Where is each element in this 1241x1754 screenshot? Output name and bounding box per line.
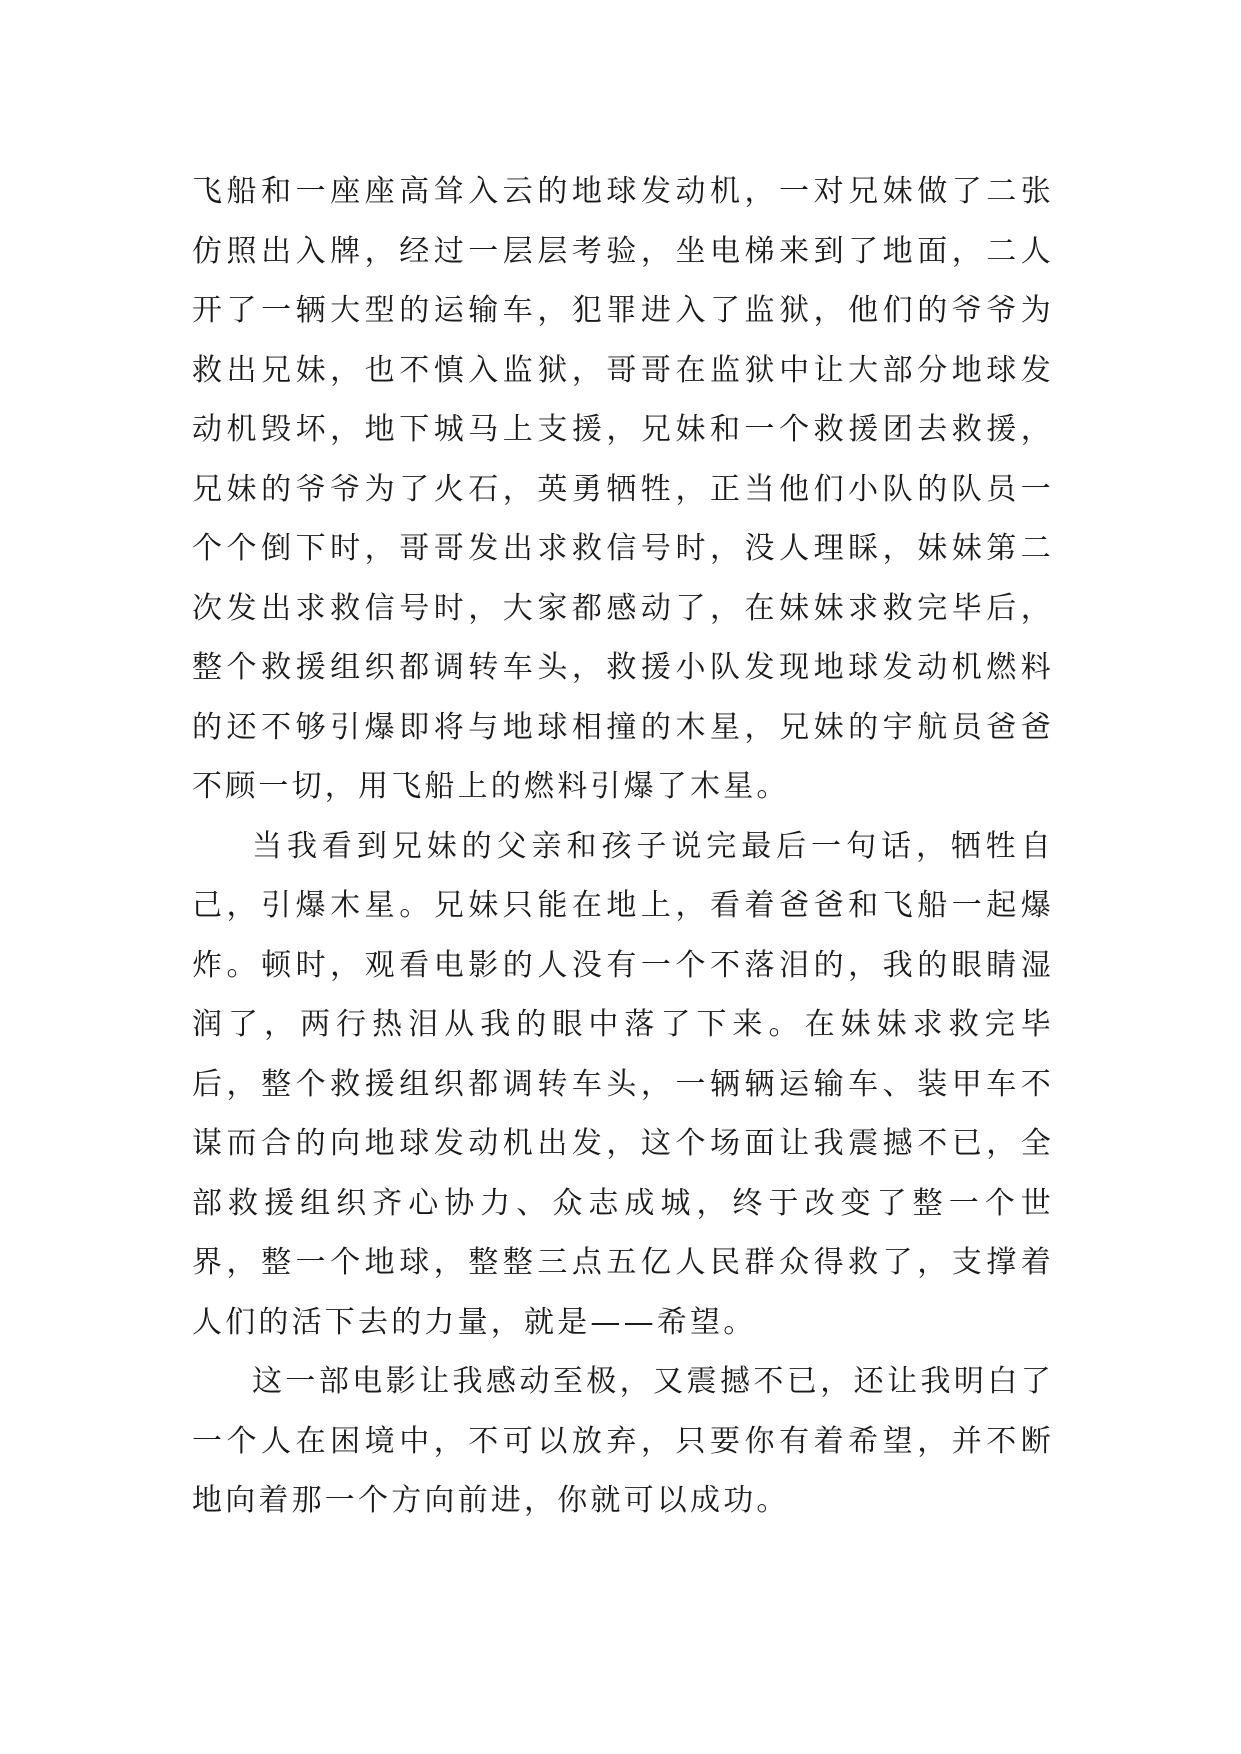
paragraph-1: 飞船和一座座高耸入云的地球发动机，一对兄妹做了二张仿照出入牌，经过一层层考验，坐电梯来到了地面，二人开了一辆大型的运输车，犯罪进入了监狱，他们的爷爷为救出兄妹，也不慎入监狱，哥哥在监狱中让大部分地球发动机毁坏，地下城马上支援，兄妹和一个救援团去救援，兄妹的爷爷为了火石，英勇牺牲，正当他们小队的队员一个个倒下时，哥哥发出求救信号时，没人理睬，妹妹第二次发出求救信号时，大家都感动了，在妹妹求救完毕后，整个救援组织都调转车头，救援小队发现地球发动机燃料的还不够引爆即将与地球相撞的木星，兄妹的宇航员爸爸不顾一切，用飞船上的燃料引爆了木星。 [192, 174, 1054, 804]
paragraph-3: 这一部电影让我感动至极，又震撼不已，还让我明白了一个人在困境中，不可以放弃，只要你有着希望，并不断地向着那一个方向前进，你就可以成功。 [192, 1364, 1054, 1518]
document-body [192, 162, 1054, 1531]
paragraph-2: 当我看到兄妹的父亲和孩子说完最后一句话，牺牲自己，引爆木星。兄妹只能在地上，看着爸爸和飞船一起爆炸。顿时，观看电影的人没有一个不落泪的，我的眼睛湿润了，两行热泪从我的眼中落了下来。在妹妹求救完毕后，整个救援组织都调转车头，一辆辆运输车、装甲车不谋而合的向地球发动机出发，这个场面让我震撼不已，全部救援组织齐心协力、众志成城，终于改变了整一个世界，整一个地球，整整三点五亿人民群众得救了，支撑着人们的活下去的力量，就是——希望。 [192, 828, 1054, 1340]
